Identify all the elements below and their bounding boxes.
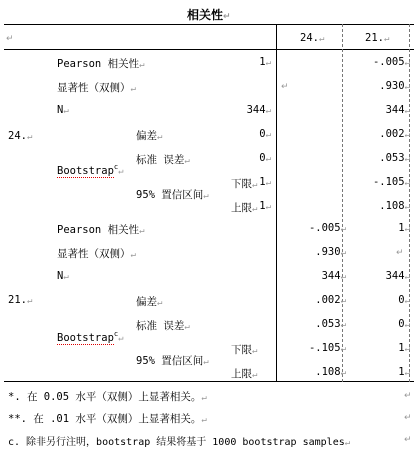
row-variable-21: 21.↵ [8,294,33,306]
paragraph-mark: ↵ [404,391,412,401]
ci-upper-label: 上限↵ [231,202,258,214]
bootstrap-label: Bootstrap$^c$↵ [57,330,124,344]
cell-value: 0↵ [398,318,410,330]
ci-lower-label: 下限↵ [231,344,258,356]
cell-value: .053↵ [379,152,410,164]
paragraph-mark: ↵ [404,435,412,445]
data-column-divider [276,24,277,382]
column-header-21: 21.↵ [365,32,390,44]
cell-value: .002↵ [379,128,410,140]
row-label: 偏差↵ [136,130,163,142]
paragraph-mark: ↵ [404,413,412,423]
paragraph-mark: ↵ [281,82,289,92]
cell-value: 1↵ [259,56,271,68]
cell-value: 344↵ [321,270,346,282]
row-variable-24: 24.↵ [8,130,33,142]
cell-value: 344↵ [246,104,271,116]
cell-value: -.105↵ [308,342,346,354]
cell-value: .108↵ [315,366,346,378]
row-label: Pearson 相关性↵ [57,58,145,70]
cell-value: 1↵ [398,366,410,378]
cell-value: .930↵ [379,80,410,92]
cell-value: 344↵ [385,270,410,282]
footnote-1: *. 在 0.05 水平（双侧）上显著相关。↵ [8,391,207,403]
row-label: 偏差↵ [136,296,163,308]
footnote-3: c. 除非另行注明，bootstrap 结果将基于 1000 bootstrap samples↵ [8,437,351,448]
row-label: 显著性（双侧）↵ [57,82,136,94]
cell-value: 0↵ [259,128,271,140]
table-bottom-border [4,381,414,382]
cell-value: -.005↵ [308,222,346,234]
paragraph-mark: ↵ [6,34,14,44]
column-header-24: 24.↵ [300,32,325,44]
ci-upper-label: 上限↵ [231,368,258,380]
row-label: 标准 误差↵ [136,154,190,166]
cell-value: 1↵ [398,222,410,234]
cell-value: 1↵ [259,200,271,212]
cell-value: 1↵ [398,342,410,354]
cell-value: 344↵ [385,104,410,116]
bootstrap-label: Bootstrap$^c$↵ [57,163,124,177]
cell-value: 0↵ [259,152,271,164]
cell-value: .053↵ [315,318,346,330]
cell-value: 0↵ [398,294,410,306]
row-label: N↵ [57,104,69,116]
cell-value: -.005↵ [372,56,410,68]
row-label: 标准 误差↵ [136,320,190,332]
table-top-border [4,24,414,25]
row-label: Pearson 相关性↵ [57,224,145,236]
paragraph-mark: ↵ [396,248,404,258]
row-label: 显著性（双侧）↵ [57,248,136,260]
footnote-2: **. 在 .01 水平（双侧）上显著相关。↵ [8,413,207,425]
cell-value: .002↵ [315,294,346,306]
table-title: 相关性↵ [187,8,231,22]
cell-value: .930↵ [315,246,346,258]
cell-value: 1↵ [259,176,271,188]
row-label: N↵ [57,270,69,282]
ci-lower-label: 下限↵ [231,178,258,190]
row-label: 95% 置信区间↵ [136,355,209,367]
cell-value: .108↵ [379,200,410,212]
header-bottom-border [4,49,414,50]
cell-value: -.105↵ [372,176,410,188]
row-label: 95% 置信区间↵ [136,189,209,201]
